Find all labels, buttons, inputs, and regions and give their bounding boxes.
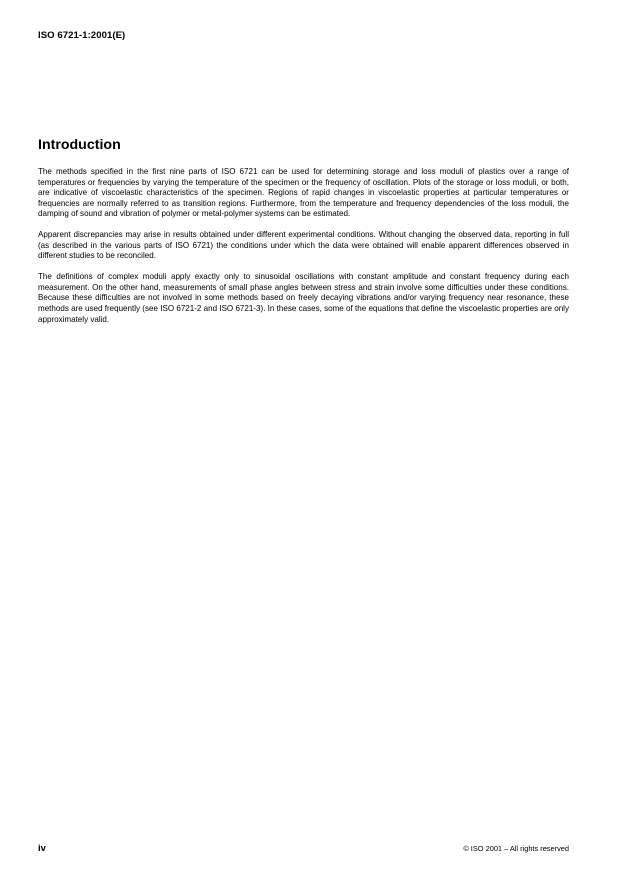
document-identifier: ISO 6721-1:2001(E) <box>38 30 126 41</box>
copyright-notice: © ISO 2001 – All rights reserved <box>463 844 569 853</box>
section-title: Introduction <box>38 137 121 153</box>
introduction-body <box>38 167 569 336</box>
paragraph-2: Apparent discrepancies may arise in results obtained under different experimental conditions. Without changing the observed data, reporting in full (as described in the various parts of ISO 6721) the conditions under which the data were obtained will enable apparent differences observed in different studies to be reconciled. <box>38 230 569 261</box>
page-number: iv <box>38 843 46 854</box>
paragraph-1: The methods specified in the first nine parts of ISO 6721 can be used for determining storage and loss moduli of plastics over a range of temperatures or frequencies by varying the temperature of the specimen or the frequency of oscillation. Plots of the storage or loss moduli, or both, are indicative of viscoelastic characteristics of the specimen. Regions of rapid changes in viscoelastic properties at particular temperatures or frequencies are normally referred to as transition regions. Furthermore, from the temperature and frequency dependencies of the loss moduli, the damping of sound and vibration of polymer or metal-polymer systems can be estimated. <box>38 167 569 219</box>
paragraph-3: The definitions of complex moduli apply exactly only to sinusoidal oscillations with constant amplitude and constant frequency during each measurement. On the other hand, measurements of small phase angles between stress and strain involve some difficulties under these conditions. Because these difficulties are not involved in some methods based on freely decaying vibrations and/or varying frequency near resonance, these methods are used frequently (see ISO 6721-2 and ISO 6721-3). In these cases, some of the equations that define the viscoelastic properties are only approximately valid. <box>38 272 569 324</box>
